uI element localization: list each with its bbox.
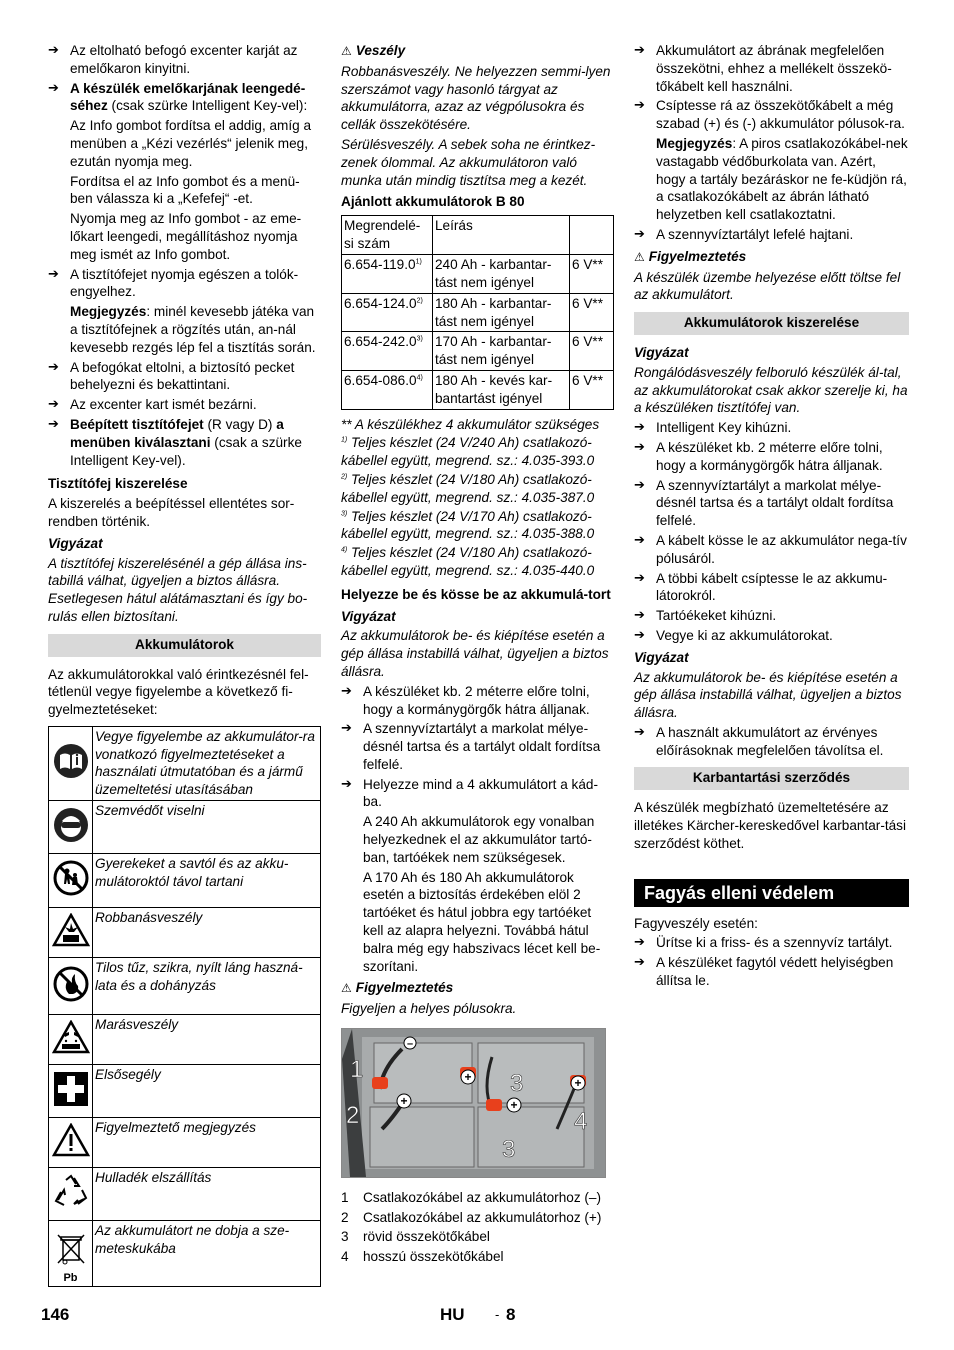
symbol-text: Hulladék elszállítás [93, 1168, 321, 1221]
sub-page-number: 8 [506, 1305, 516, 1324]
caution-text: A tisztítófej kiszerelésénél a gép állása ins-tabillá válhat, ügyeljen a biztos állásra. Esetlegesen hátul alátámasztani és így bo-rulás ellen biztosítani. [48, 555, 308, 624]
caution-heading: Vigyázat [634, 649, 689, 665]
symbol-row [49, 854, 321, 908]
footnote-mark: 1) [341, 436, 348, 444]
legend-item [341, 1189, 614, 1207]
caution-text: Rongálódásveszély felboruló készülék ál-tal, az akkumulátorokat csak akkor szerelje ki, ha a készüléken tisztítófej van. [634, 364, 908, 416]
step-lower-arm-p3: Nyomja meg az Info gombot - az eme-lőkart leengedi, megállításhoz nyomja meg ismét az Info gombot. [70, 211, 302, 262]
table-cell: 6 V** [570, 332, 614, 371]
battery-table [341, 215, 614, 409]
footnote-ref: 4) [416, 374, 423, 382]
footnote-ref: 3) [416, 335, 423, 343]
frost-intro: Fagyveszély esetén: [634, 915, 758, 931]
step-lower-arm-text: (csak szürke Intelligent Key-vel): [107, 98, 308, 114]
note-text: : minél kevesebb játéka van a tisztítófejnek a rögzítés után, an-nál kevesebb rezgés lép fel a tisztítás során. [70, 304, 316, 355]
step-insert-p2: A 170 Ah és 180 Ah akkumulátorok esetén a biztosítás érdekében elöl 2 tartóéket és hátul jobbra egy tartóéket kell az alapra helyezni. Továbbá hátul balra még egy habszivacs lécet kell be-szorítani. [363, 869, 601, 974]
warning-label: Figyelmeztetés [355, 980, 454, 996]
footnote-ref: 2) [416, 297, 423, 305]
symbol-text: Tilos tűz, szikra, nyílt láng haszná-lata és a dohányzás [93, 958, 321, 1015]
table-row [342, 293, 614, 332]
step-dispose: ➔ A használt akkumulátort az érvényes előírásoknak megfelelően távolítsa el. [634, 724, 909, 760]
step-lower-arm-p2: Fordítsa el az Info gombot és a menü-ben válassza ki a „Kefefej“ -et. [70, 173, 300, 207]
symbol-row [49, 1065, 321, 1118]
table-cell: 170 Ah - karbantar-tást nem igényel [433, 332, 570, 371]
step-select-head-t2: (csak a szürke Intelligent Key-vel). [70, 434, 302, 468]
table-cell: 6 V** [570, 370, 614, 409]
heading-remove-head: Tisztítófej kiszerelése [48, 476, 188, 492]
column-middle [341, 42, 614, 1268]
symbol-row [49, 1221, 321, 1287]
recycling-icon [52, 1174, 90, 1210]
danger-text: Robbanásveszély. Ne helyezzen semmi-lyen szerszámot vagy hasonló tárgyat az akkumulátorra, azaz az végpólusokra és cellák összekötésére. [341, 63, 611, 133]
footnote-text: Teljes készlet (24 V/180 Ah) csatlakozó-kábellel együtt, megrend. sz.: 4.035-387.0 [341, 471, 595, 505]
photo-label-4: 4 [574, 1108, 588, 1136]
footnote [341, 544, 614, 580]
symbol-text: Marásveszély [93, 1015, 321, 1065]
footnote-text: Teljes készlet (24 V/170 Ah) csatlakozó-kábellel együtt, megrend. sz.: 4.035-388.0 [341, 508, 595, 542]
legend-text: rövid összekötőkábel [363, 1229, 490, 1245]
corrosive-icon [52, 1020, 90, 1054]
step-tilt-tank: ➔ A szennyvíztartályt a markolat mélye-désnél tartsa és a tartályt oldalt fordítsa felfelé. [634, 477, 909, 530]
danger-label: Veszély [355, 43, 406, 58]
footnote-mark: 2) [341, 473, 348, 481]
legend-number: 3 [341, 1229, 349, 1245]
table-header-cell: Megrendelé-si szám [342, 216, 433, 255]
language-code: HU [440, 1305, 465, 1324]
caution-heading: Vigyázat [48, 535, 103, 551]
step-empty-tanks: ➔ Ürítse ki a friss- és a szennyvíz tartályt. [634, 934, 909, 952]
legend-number: 2 [341, 1209, 349, 1225]
step-select-head-b1: Beépített tisztítófejet [70, 416, 204, 432]
section-bar-remove-batteries: Akkumulátorok kiszerelése [634, 312, 909, 335]
first-aid-icon [53, 1071, 89, 1107]
symbol-text: Figyelmeztető megjegyzés [93, 1118, 321, 1168]
warning-text: Figyeljen a helyes pólusokra. [341, 1001, 517, 1017]
symbol-text: Robbanásveszély [93, 908, 321, 958]
heading-install: Helyezze be és kösse be az akkumulá-tort [341, 586, 611, 602]
step-push-head: ➔ A tisztítófejet nyomja egészen a tolók-engyelhez. [48, 266, 321, 302]
legend-number: 4 [341, 1249, 349, 1265]
table-cell: 180 Ah - karbantar-tást nem igényel [433, 293, 570, 332]
symbol-row [49, 726, 321, 800]
step-select-head [48, 416, 321, 469]
plus-label: + [464, 1070, 472, 1085]
heading-frost-protection: Fagyás elleni védelem [634, 879, 909, 907]
step-push-forward: ➔ A készüléket kb. 2 méterre előre tolni, hogy a kormánygörgők hátra álljanak. [634, 439, 909, 475]
danger-text-2: Sérülésveszély. A sebek soha ne érintkez-zenek ólommal. Az akkumulátoron való munka után mindig tisztítsa meg a kezét. [341, 136, 596, 188]
note-label: Megjegyzés [656, 135, 733, 151]
order-number: 6.654-086.0 [344, 372, 417, 388]
footnote-text: Teljes készlet (24 V/240 Ah) csatlakozó-kábellel együtt, megrend. sz.: 4.035-393.0 [341, 435, 595, 469]
warning-triangle-icon: ⚠ [341, 981, 352, 996]
step-lower-arm-p1: Az Info gombot fordítsa el addig, amíg a menüben a „Kézi vezérlés“ jelenik meg, ezután nyomja meg. [70, 118, 312, 169]
footer-separator: - [495, 1307, 500, 1322]
plus-label: + [574, 1076, 582, 1091]
note-text: : A piros csatlakozókábel-nek vastagabb védőburkolata van. Azért, hogy a tartály bezáráskor ne fe-küdjön rá, a csatlakozókábelt az ábrán látható helyzetben kell csatlakoztatni. [656, 135, 908, 223]
photo-label-3: 3 [502, 1136, 516, 1164]
page-number: 146 [41, 1305, 70, 1324]
step-lower-tank: ➔ A szennyvíztartályt lefelé hajtani. [634, 226, 909, 244]
footnote-text: Teljes készlet (24 V/180 Ah) csatlakozó-kábellel együtt, megrend. sz.: 4.035-440.0 [341, 545, 595, 578]
explosion-hazard-icon [52, 913, 90, 947]
footnote-mark: 4) [341, 546, 348, 554]
legend-text: Csatlakozókábel az akkumulátorhoz (–) [363, 1189, 602, 1205]
legend-item [341, 1248, 614, 1266]
legend-item [341, 1228, 614, 1246]
danger-heading [341, 42, 614, 61]
photo-label-1: 1 [350, 1056, 364, 1084]
table-cell [342, 332, 433, 371]
section-bar-maintenance-contract: Karbantartási szerződés [634, 767, 909, 790]
symbol-text: Elsősegély [93, 1065, 321, 1118]
recommended-batteries-title: Ajánlott akkumulátorok B 80 [341, 194, 525, 210]
step-lower-arm [48, 80, 321, 116]
red-terminal-cap [486, 1099, 502, 1111]
photo-label-3: 3 [510, 1070, 524, 1098]
step-close-lever: ➔ Az excenter kart ismét bezárni. [48, 396, 321, 414]
photo-label-2: 2 [346, 1102, 360, 1130]
step-clip-cable: ➔ Csíptesse rá az összekötőkábelt a még szabad (+) és (-) akkumulátor pólusok-ra. [634, 97, 909, 133]
batteries-intro: Az akkumulátorokkal való érintkezésnél fel-tétlenül vegye figyelembe a következő fi-gyelmeztetéseket: [48, 666, 309, 718]
warning-label: Figyelmeztetés [648, 248, 747, 264]
step-insert-batteries: ➔ Helyezze mind a 4 akkumulátort a kád-ba. [341, 776, 614, 812]
footnote [341, 471, 614, 507]
eye-protection-icon [53, 807, 89, 843]
step-open-lever: ➔ Az eltolható befogó excenter karját az emelőkaron kinyitni. [48, 42, 321, 78]
plus-label: + [510, 1098, 518, 1113]
step-store-frost-free: ➔ A készüléket fagytól védett helyiségben állítsa le. [634, 954, 909, 990]
table-cell: 6 V** [570, 293, 614, 332]
table-cell [342, 370, 433, 409]
legend-number: 1 [341, 1189, 349, 1205]
footnote [341, 508, 614, 544]
step-select-head-t1: (R vagy D) [203, 416, 277, 432]
table-cell [342, 255, 433, 294]
step-tilt-tank: ➔ A szennyvíztartályt a markolat mélye-désnél tartsa és a tartályt oldalt fordítsa felfelé. [341, 720, 614, 773]
legend-text: Csatlakozókábel az akkumulátorhoz (+) [363, 1209, 602, 1225]
symbol-row [49, 1168, 321, 1221]
red-terminal-cap [372, 1077, 388, 1089]
step-remove-wedges: ➔ Tartóékeket kihúzni. [634, 607, 909, 625]
minus-label: – [406, 1038, 414, 1051]
footnote [341, 434, 614, 470]
pb-label: Pb [63, 1272, 78, 1285]
order-number: 6.654-242.0 [344, 334, 417, 350]
footnote-ref: 1) [415, 258, 422, 266]
step-disconnect-negative: ➔ A kábelt kösse le az akkumulátor nega-tív pólusáról. [634, 532, 909, 568]
step-lower-arm-bold: A készülék emelőkarjának leengedé-séhez [70, 80, 306, 114]
section-bar-batteries: Akkumulátorok [48, 634, 321, 657]
order-number: 6.654-124.0 [344, 295, 417, 311]
caution-text: Az akkumulátorok be- és kiépítése esetén a gép állása instabillá válhat, ügyeljen a biztos állásra. [341, 628, 609, 679]
symbol-text: Szemvédőt viselni [93, 801, 321, 854]
warning-text: A készülék üzembe helyezése előtt töltse fel az akkumulátort. [634, 269, 901, 303]
footnote-mark: 3) [341, 510, 348, 517]
footnote-star: ** A készülékhez 4 akkumulátor szükséges [341, 416, 600, 432]
table-cell: 180 Ah - kevés kar-bantartást igényel [433, 370, 570, 409]
step-select-head-b2: a menüben kiválasztani [70, 416, 284, 450]
remove-head-text: A kiszerelés a beépítéssel ellentétes sor-rendben történik. [48, 496, 295, 529]
step-remove-key: ➔ Intelligent Key kihúzni. [634, 419, 909, 437]
safety-symbols-table [48, 726, 321, 1287]
step-insert-p1: A 240 Ah akkumulátorok egy vonalban helyezkednek el az akkumulátor tartó-ban, tartóékek nem szükségesek. [363, 814, 595, 865]
table-cell: 240 Ah - karbantar-tást nem igényel [433, 255, 570, 294]
plus-label: + [400, 1094, 408, 1109]
step-push-forward: ➔ A készüléket kb. 2 méterre előre tolni, hogy a kormánygörgők hátra álljanak. [341, 683, 614, 719]
warning-heading [341, 979, 614, 998]
legend-text: hosszú összekötőkábel [363, 1249, 504, 1265]
symbol-text: Az akkumulátort ne dobja a sze-meteskukába [93, 1221, 321, 1287]
step-remove-batteries: ➔ Vegye ki az akkumulátorokat. [634, 627, 909, 645]
table-row [342, 255, 614, 294]
caution-heading: Vigyázat [341, 608, 396, 624]
order-number: 6.654-119.0 [344, 257, 416, 273]
battery-wiring-photo [341, 1028, 606, 1178]
note-label: Megjegyzés [70, 304, 147, 320]
manual-icon [53, 743, 89, 779]
column-left [48, 42, 321, 1287]
column-right [634, 42, 909, 992]
legend-item [341, 1209, 614, 1227]
note [48, 303, 321, 356]
table-cell: 6 V** [570, 255, 614, 294]
caution-heading: Vigyázat [634, 344, 689, 360]
warning-icon [52, 1123, 90, 1157]
table-header-cell: Leírás [433, 216, 570, 255]
symbol-row [49, 801, 321, 854]
symbol-row [49, 958, 321, 1015]
no-fire-icon [53, 966, 89, 1002]
symbol-row [49, 1015, 321, 1065]
table-cell [342, 293, 433, 332]
step-disconnect-others: ➔ A többi kábelt csíptesse le az akkumu-látorokról. [634, 570, 909, 606]
table-header-row [342, 216, 614, 255]
table-row [342, 332, 614, 371]
symbol-row [49, 1118, 321, 1168]
symbol-text: Vegye figyelembe az akkumulátor-ra vonatkozó figyelmeztetéseket a használati útmutatóban és a jármű üzemeltetési utasításában [93, 726, 321, 800]
keep-children-away-icon [53, 860, 89, 896]
note [634, 135, 909, 224]
no-trash-bin-icon [54, 1231, 88, 1267]
table-row [342, 370, 614, 409]
step-slide-clamps: ➔ A befogókat eltolni, a biztosító pecket behelyezni és bekattintani. [48, 359, 321, 395]
table-header-cell [570, 216, 614, 255]
caution-text: Az akkumulátorok be- és kiépítése esetén a gép állása instabillá válhat, ügyeljen a biztos állásra. [634, 669, 902, 721]
step-connect: ➔ Akkumulátort az ábrának megfelelően összekötni, ehhez a mellékelt összekö-tőkábelt kell használni. [634, 42, 909, 95]
symbol-row [49, 908, 321, 958]
warning-triangle-icon: ⚠ [634, 249, 645, 264]
warning-triangle-icon: ⚠ [341, 44, 352, 58]
warning-heading [634, 248, 909, 267]
contract-text: A készülék megbízható üzemeltetésére az illetékes Kärcher-kereskedővel karbantar-tási szerződést köthet. [634, 800, 906, 851]
symbol-text: Gyerekeket a savtól és az akku-mulátoroktól távol tartani [93, 854, 321, 908]
